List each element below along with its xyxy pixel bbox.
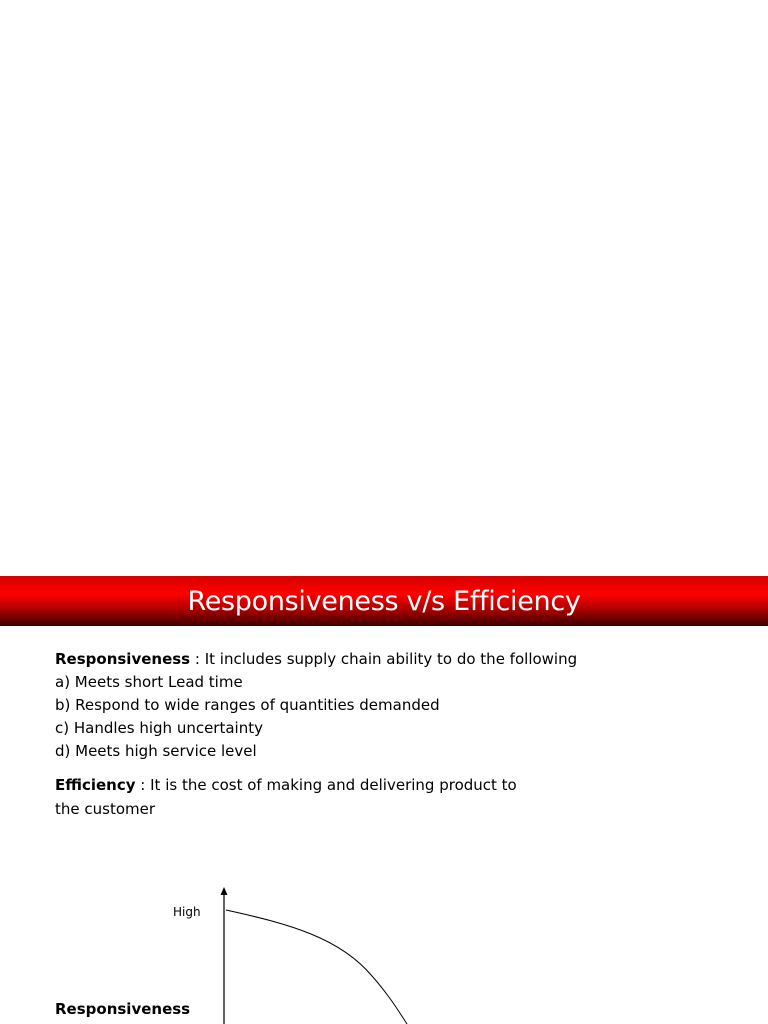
tradeoff-graph: [0, 876, 768, 1024]
title-bar: [0, 576, 768, 626]
slide: [0, 576, 768, 1024]
y-tick-high: High: [173, 905, 201, 919]
efficiency-definition: : It is the cost of making and delivering product to: [135, 776, 517, 794]
list-item: a) Meets short Lead time: [55, 673, 243, 691]
y-axis-arrow-icon: [221, 887, 228, 895]
responsiveness-definition-line: [55, 648, 675, 671]
slide-title: Responsiveness v/s Efficiency: [187, 585, 581, 617]
slide-body: [55, 648, 675, 821]
y-axis-title: Responsiveness: [55, 1000, 191, 1018]
tradeoff-curve: [226, 910, 407, 1024]
list-item: b) Respond to wide ranges of quantities demanded: [55, 696, 440, 714]
efficiency-block: [55, 773, 675, 821]
efficiency-term: Efficiency: [55, 776, 136, 794]
efficiency-definition-line: [55, 773, 675, 797]
list-item: c) Handles high uncertainty: [55, 719, 263, 737]
list-item: d) Meets high service level: [55, 742, 257, 760]
responsiveness-term: Responsiveness: [55, 650, 191, 668]
efficiency-definition-continued: the customer: [55, 800, 156, 818]
responsiveness-definition: : It includes supply chain ability to do the following: [190, 650, 578, 668]
